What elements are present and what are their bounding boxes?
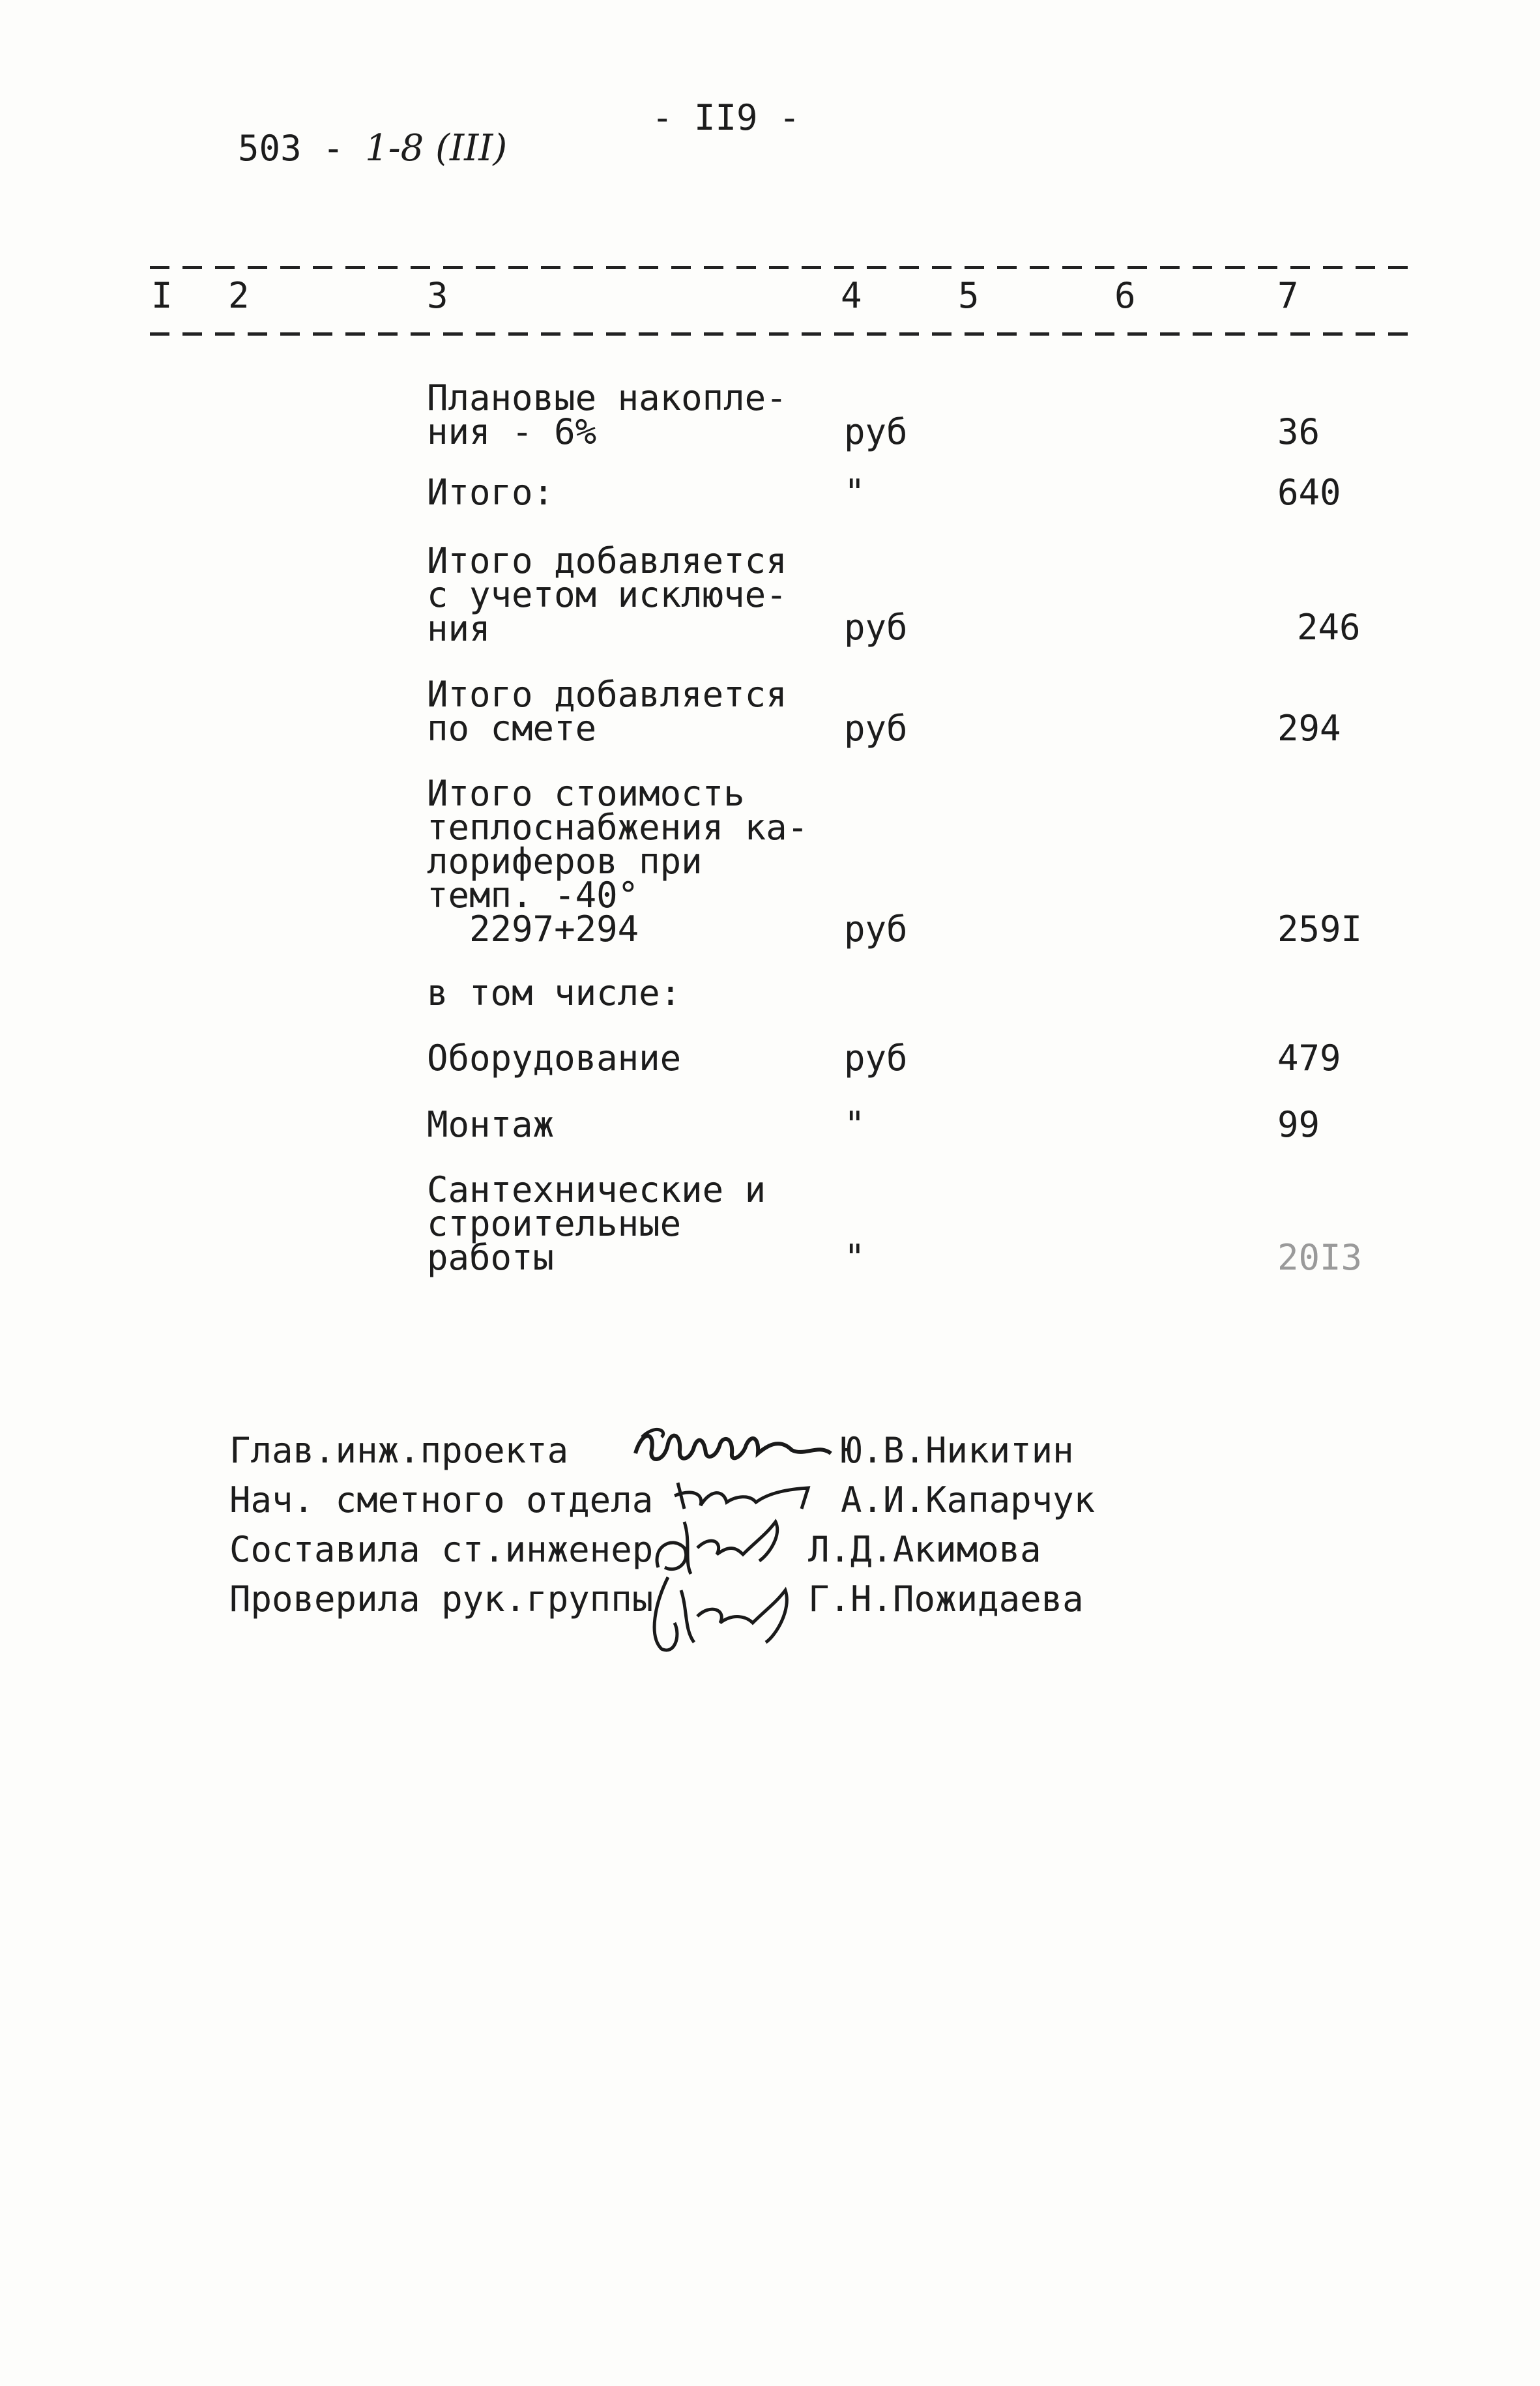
signature-title: Составила ст.инженер (229, 1529, 654, 1570)
row-name: Монтаж (427, 1104, 555, 1145)
row-unit: " (844, 1104, 865, 1145)
row-value: 640 (1277, 472, 1341, 513)
column-header-2: 2 (228, 275, 250, 316)
signature-name: Л.Д.Акимова (808, 1529, 1041, 1570)
signature-title: Нач. сметного отдела (229, 1479, 654, 1520)
signature-name: Ю.В.Никитин (841, 1430, 1074, 1471)
row-name: Сантехнические и строительные работы (427, 1169, 766, 1278)
row-name: Итого: (427, 472, 555, 513)
row-unit: руб (844, 708, 908, 749)
row-name: в том числе: (427, 972, 682, 1013)
row-unit: руб (844, 909, 908, 950)
signature-title: Глав.инж.проекта (229, 1430, 569, 1471)
handwritten-signature-icon (635, 1564, 818, 1662)
row-name: Плановые накопле- ния - 6% (427, 377, 787, 452)
row-unit: руб (844, 411, 908, 452)
table-top-rule (150, 266, 1411, 269)
row-unit: " (844, 1237, 865, 1278)
doc-code-handwritten: 1-8 (III) (365, 127, 508, 169)
row-value: 20I3 (1277, 1237, 1363, 1278)
column-header-7: 7 (1277, 275, 1299, 316)
signature-title: Проверила рук.группы (229, 1579, 654, 1620)
row-value: 259I (1277, 909, 1363, 950)
row-value: 294 (1277, 708, 1341, 749)
doc-code-typed: 503 - (238, 128, 366, 169)
row-unit: " (844, 472, 865, 513)
row-name: Итого добавляется с учетом исключе- ния (427, 540, 787, 649)
column-header-1: I (151, 275, 173, 316)
row-unit: руб (844, 607, 908, 648)
doc-code (153, 98, 507, 199)
row-value: 479 (1277, 1038, 1341, 1079)
row-value: 99 (1277, 1104, 1320, 1145)
table-header-rule (150, 332, 1411, 336)
page-number: - II9 - (652, 97, 800, 138)
column-header-6: 6 (1114, 275, 1136, 316)
row-value: 36 (1277, 411, 1320, 452)
row-value: 246 (1297, 607, 1361, 648)
row-name: Итого добавляется по смете (427, 674, 787, 749)
signature-name: Г.Н.Пожидаева (808, 1579, 1084, 1620)
column-header-3: 3 (427, 275, 448, 316)
column-header-4: 4 (841, 275, 862, 316)
row-name: Оборудование (427, 1038, 682, 1079)
row-name: Итого стоимость теплоснабжения ка- лориферов при темп. -40° 2297+294 (427, 773, 809, 950)
handwritten-signature-icon (629, 1418, 837, 1476)
row-unit: руб (844, 1038, 908, 1079)
column-header-5: 5 (958, 275, 980, 316)
signature-name: А.И.Капарчук (841, 1479, 1096, 1520)
